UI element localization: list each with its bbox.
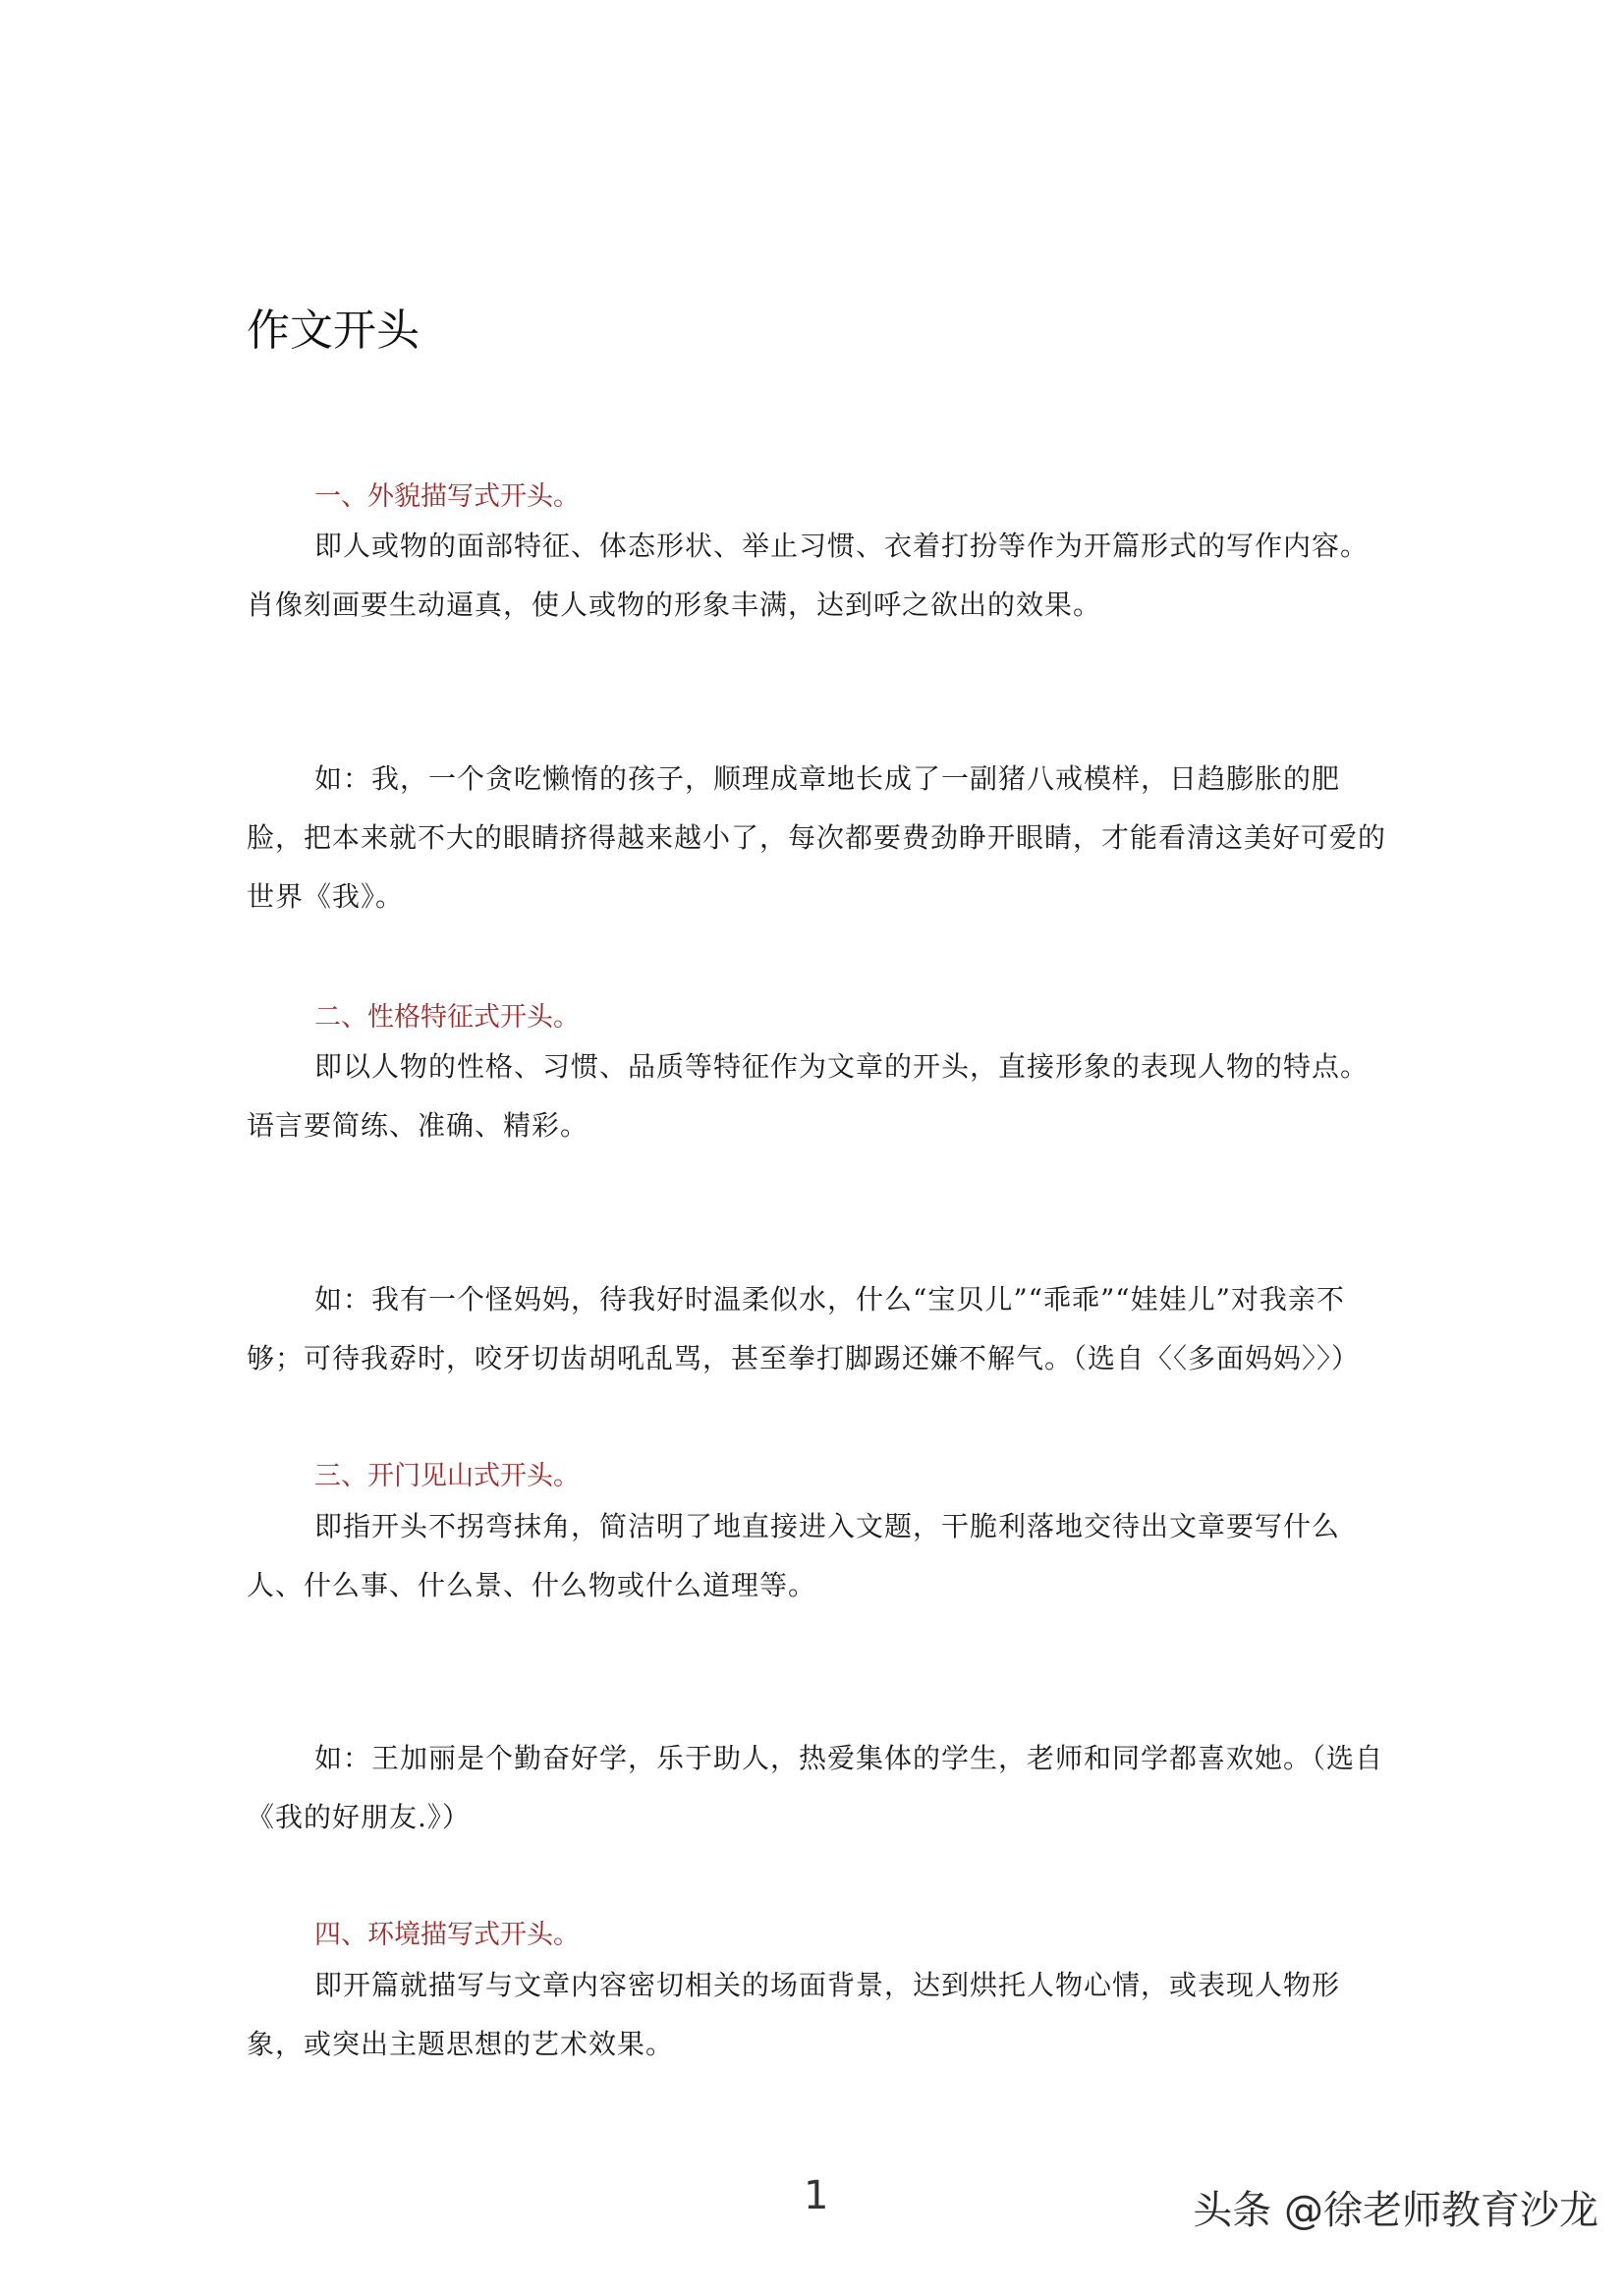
section-description-3: 即指开头不拐弯抹角，简洁明了地直接进入文题，干脆利落地交待出文章要写什么人、什么事、什么景、什么物或什么道理等。	[247, 1510, 1341, 1601]
section-heading-3: 三、开门见山式开头。	[314, 1461, 580, 1491]
section-heading-4: 四、环境描写式开头。	[314, 1920, 580, 1950]
section-example-3: 如：王加丽是个勤奋好学，乐于助人，热爱集体的学生，老师和同学都喜欢她。（选自《我的好朋友.》）	[247, 1742, 1384, 1833]
section-example-1: 如：我，一个贪吃懒惰的孩子，顺理成章地长成了一副猪八戒模样，日趋膨胀的肥脸，把本来就不大的眼睛挤得越来越小了，每次都要费劲睁开眼睛，才能看清这美好可爱的世界《我》。	[247, 762, 1387, 913]
section-description-1: 即人或物的面部特征、体态形状、举止习惯、衣着打扮等作为开篇形式的写作内容。肖像刻画要生动逼真，使人或物的形象丰满，达到呼之欲出的效果。	[247, 530, 1370, 621]
watermark-text: 头条 @徐老师教育沙龙	[1193, 2188, 1598, 2233]
section-heading-1: 一、外貌描写式开头。	[314, 481, 580, 512]
page-number: 1	[804, 2173, 829, 2218]
section-description-4: 即开篇就描写与文章内容密切相关的场面背景，达到烘托人物心情，或表现人物形象，或突出主题思想的艺术效果。	[247, 1969, 1341, 2060]
page-title: 作文开头	[247, 306, 420, 356]
section-heading-2: 二、性格特征式开头。	[314, 1002, 580, 1033]
section-example-2: 如：我有一个怪妈妈，待我好时温柔似水，什么“宝贝儿”“乖乖”“娃娃儿”对我亲不够；可待我孬时，咬牙切齿胡吼乱骂，甚至拳打脚踢还嫌不解气。（选自〈〈多面妈妈〉〉）	[247, 1283, 1361, 1374]
section-description-2: 即以人物的性格、习惯、品质等特征作为文章的开头，直接形象的表现人物的特点。语言要简练、准确、精彩。	[247, 1050, 1370, 1142]
